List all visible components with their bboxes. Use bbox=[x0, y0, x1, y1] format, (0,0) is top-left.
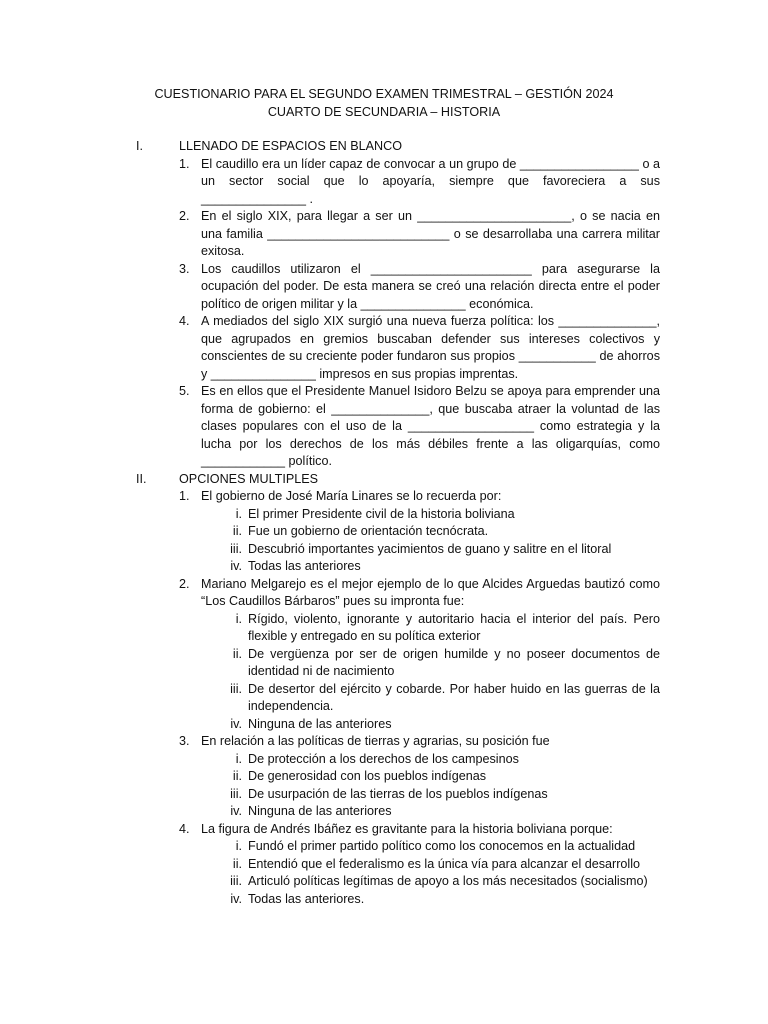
option-item bbox=[136, 856, 660, 874]
question-text: A mediados del siglo XIX surgió una nueva fuerza política: los ______________, que agrupados en gremios buscaban defender sus intereses colectivos y conscientes de su creciente poder fundaron sus propios ___________ de ahorros y _______________ impresos en sus propias imprentas. bbox=[201, 314, 660, 381]
section-2-title: OPCIONES MULTIPLES bbox=[179, 471, 319, 486]
option-item bbox=[136, 873, 660, 891]
question-item bbox=[136, 156, 660, 209]
option-number: iv. bbox=[230, 891, 242, 906]
option-number: iv. bbox=[230, 559, 242, 573]
title-line-2: CUARTO DE SECUNDARIA – HISTORIA bbox=[267, 104, 501, 119]
title-line-1: CUESTIONARIO PARA EL SEGUNDO EXAMEN TRIMESTRAL – GESTIÓN 2024 bbox=[154, 87, 614, 101]
document-title bbox=[0, 86, 768, 121]
option-item bbox=[136, 838, 660, 856]
option-text: De usurpación de las tierras de los pueblos indígenas bbox=[248, 786, 548, 801]
document-body bbox=[136, 138, 660, 908]
section-2-numeral: II. bbox=[136, 471, 147, 486]
option-text: Todas las anteriores. bbox=[248, 891, 365, 906]
question-number: 2. bbox=[179, 576, 190, 591]
option-text: Articuló políticas legítimas de apoyo a los más necesitados (socialismo) bbox=[248, 874, 648, 888]
option-number: iii. bbox=[230, 874, 242, 888]
question-text: En relación a las políticas de tierras y agrarias, su posición fue bbox=[201, 734, 550, 748]
option-item bbox=[136, 611, 660, 646]
question-text: Es en ellos que el Presidente Manuel Isidoro Belzu se apoya para emprender una forma de gobierno: el ______________, que buscaba atraer la voluntad de las clases populares con el uso de la __________________ como estrategia y la lucha por los derechos de los más débiles frente a las oligarquías, como ____________ político. bbox=[201, 384, 660, 468]
option-text: El primer Presidente civil de la historia boliviana bbox=[248, 506, 515, 521]
section-1-numeral: I. bbox=[136, 139, 143, 153]
option-text: Fundó el primer partido político como los conocemos en la actualidad bbox=[248, 839, 636, 853]
option-number: i. bbox=[235, 506, 242, 521]
option-text: Entendió que el federalismo es la única vía para alcanzar el desarrollo bbox=[248, 856, 641, 871]
question-number: 1. bbox=[179, 156, 190, 171]
option-text: Fue un gobierno de orientación tecnócrata. bbox=[248, 524, 489, 538]
question-item bbox=[136, 488, 660, 506]
question-item bbox=[136, 261, 660, 314]
option-item bbox=[136, 506, 660, 524]
option-number: i. bbox=[235, 839, 242, 853]
question-item bbox=[136, 208, 660, 261]
question-text: La figura de Andrés Ibáñez es gravitante para la historia boliviana porque: bbox=[201, 821, 613, 836]
question-text: En el siglo XIX, para llegar a ser un ______________________, o se nacia en una familia __________________________ o se desarrollaba una carrera militar exitosa. bbox=[201, 209, 660, 258]
option-number: iii. bbox=[230, 541, 242, 556]
option-number: iii. bbox=[230, 681, 242, 696]
question-number: 4. bbox=[179, 821, 190, 836]
option-item bbox=[136, 751, 660, 769]
option-item bbox=[136, 646, 660, 681]
question-number: 2. bbox=[179, 209, 190, 223]
option-item bbox=[136, 523, 660, 541]
option-text: Todas las anteriores bbox=[248, 559, 361, 573]
option-text: De protección a los derechos de los campesinos bbox=[248, 751, 519, 766]
option-text: Rígido, violento, ignorante y autoritario hacia el interior del país. Pero flexible y entregado en su política exterior bbox=[248, 611, 660, 643]
option-number: iv. bbox=[230, 716, 242, 731]
option-text: De generosidad con los pueblos indígenas bbox=[248, 769, 487, 783]
section-1-title: LLENADO DE ESPACIOS EN BLANCO bbox=[179, 139, 403, 153]
option-number: ii. bbox=[232, 769, 242, 783]
option-number: i. bbox=[235, 751, 242, 766]
option-item bbox=[136, 716, 660, 734]
option-text: De desertor del ejército y cobarde. Por haber huido en las guerras de la independencia. bbox=[248, 681, 660, 713]
question-text: Mariano Melgarejo es el mejor ejemplo de lo que Alcides Arguedas bautizó como “Los Caudillos Bárbaros” pues su impronta fue: bbox=[201, 576, 660, 608]
option-item bbox=[136, 891, 660, 909]
question-text: El gobierno de José María Linares se lo recuerda por: bbox=[201, 489, 502, 503]
question-text: Los caudillos utilizaron el _______________________ para asegurarse la ocupación del poder. De esta manera se creó una relación directa entre el poder político de origen militar y la _______________ económica. bbox=[201, 261, 660, 311]
question-item bbox=[136, 821, 660, 839]
option-number: ii. bbox=[232, 856, 242, 871]
option-text: Ninguna de las anteriores bbox=[248, 804, 392, 818]
option-item bbox=[136, 768, 660, 786]
section-2-questions bbox=[136, 488, 660, 908]
option-number: iii. bbox=[230, 786, 242, 801]
option-item bbox=[136, 558, 660, 576]
section-1-questions bbox=[136, 156, 660, 471]
question-number: 1. bbox=[179, 489, 190, 503]
option-text: Descubrió importantes yacimientos de guano y salitre en el litoral bbox=[248, 541, 612, 556]
section-1-heading bbox=[136, 138, 660, 156]
option-text: Ninguna de las anteriores bbox=[248, 716, 392, 731]
question-item bbox=[136, 733, 660, 751]
option-item bbox=[136, 786, 660, 804]
section-2-heading bbox=[136, 471, 660, 489]
option-item bbox=[136, 541, 660, 559]
option-item bbox=[136, 681, 660, 716]
question-item bbox=[136, 576, 660, 611]
question-number: 5. bbox=[179, 384, 190, 398]
question-number: 4. bbox=[179, 314, 190, 328]
question-number: 3. bbox=[179, 261, 190, 276]
question-text: El caudillo era un líder capaz de convocar a un grupo de _________________ o a un sector social que lo apoyaría, siempre que favoreciera a sus _______________ . bbox=[201, 156, 660, 206]
option-number: iv. bbox=[230, 804, 242, 818]
question-item bbox=[136, 313, 660, 383]
option-number: ii. bbox=[232, 524, 242, 538]
question-number: 3. bbox=[179, 734, 190, 748]
option-number: i. bbox=[235, 611, 242, 626]
question-item bbox=[136, 383, 660, 471]
option-text: De vergüenza por ser de origen humilde y no poseer documentos de identidad ni de nacimiento bbox=[248, 646, 660, 678]
option-item bbox=[136, 803, 660, 821]
option-number: ii. bbox=[232, 646, 242, 661]
